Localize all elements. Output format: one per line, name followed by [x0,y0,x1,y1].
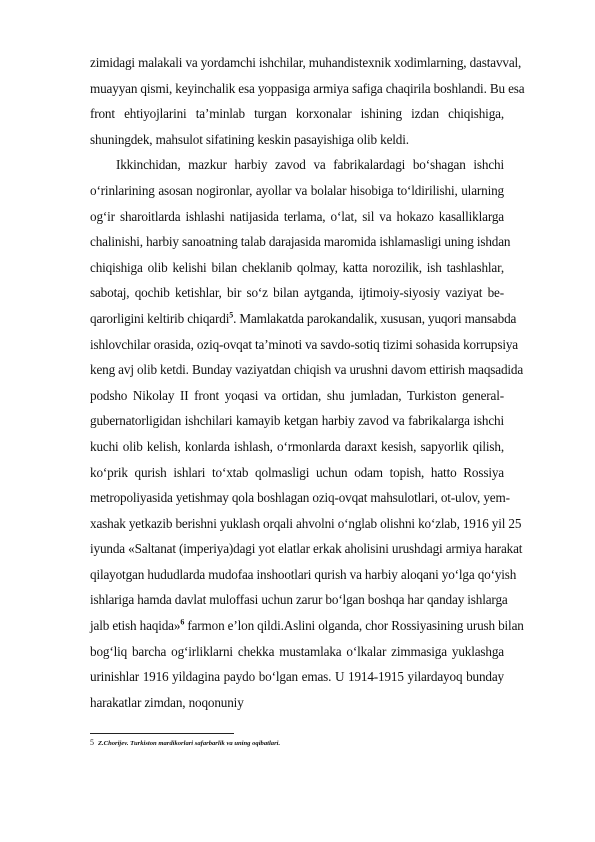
footnote-ref-6[interactable]: 6 [180,617,185,627]
body-line-4: shuningdek, mahsulot sifatining keskin pasayishiga olib keldi. [90,131,409,147]
body-line-5: Ikkinchidan, mazkur harbiy zavod va fabrikalardagi bo‘shagan ishchi [116,157,504,173]
body-line-12: ishlovchilar orasida, oziq-ovqat ta’minoti va savdo-sotiq tizimi sohasida korrupsiya [90,336,518,352]
footnote-divider [90,733,234,734]
body-line-2: muayyan qismi, keyinchalik esa yoppasiga armiya safiga chaqirila boshlandi. Bu esa [90,80,525,96]
body-line-7: og‘ir sharoitlarda ishlashi natijasida terlama, o‘lat, sil va hokazo kasalliklarga [90,208,504,224]
body-line-11-tail: . Mamlakatda parokandalik, xususan, yuqori mansabda [233,310,517,326]
body-line-22: ishlariga hamda davlat muloffasi uchun zarur bo‘lgan boshqa har qanday ishlarga [90,592,508,608]
body-line-1: zimidagi malakali va yordamchi ishchilar, muhandistexnik xodimlarning, dastavval, [90,55,522,70]
body-line-21: qilayotgan hududlarda mudofaa inshootlari qurish va harbiy aloqani yo‘lga qo‘yish [90,566,517,582]
body-line-20: iyunda «Saltanat (imperiya)dagi yot elatlar erkak aholisini urushdagi armiya harakat [90,541,523,557]
footnote [90,738,280,749]
body-line-24: bog‘liq barcha og‘irliklarni chekka mustamlaka o‘lkalar zimmasiga yuklashga [90,643,504,659]
body-line-18: metropoliyasida yetishmay qola boshlagan oziq-ovqat mahsulotlari, ot-ulov, yem- [90,490,510,506]
body-line-25: urinishlar 1916 yildagina paydo bo‘lgan emas. U 1914-1915 yilardayoq bunday [90,669,504,685]
body-line-23-tail: farmon e’lon qildi.Aslini olganda, chor Rossiyasining urush bilan [184,618,524,634]
body-line-23-head: jalb etish haqida» [90,618,181,634]
body-line-6: o‘rinlarining asosan nogironlar, ayollar va bolalar hisobiga to‘ldirilishi, ularning [90,182,504,198]
footnote-number: 5 [90,738,94,747]
body-line-3: front ehtiyojlarini ta’minlab turgan korxonalar ishining izdan chiqishiga, [90,106,504,122]
body-line-23 [90,613,524,639]
body-line-11 [90,306,517,332]
body-line-14: podsho Nikolay II front yoqasi va ortidan, shu jumladan, Turkiston general- [90,387,504,403]
footnote-text: Z.Chorijev. Turkiston mardikorlari safarbarlik va uning oqibatlari. [98,740,281,747]
body-line-13: keng avj olib ketdi. Bunday vaziyatdan chiqish va urushni davom ettirish maqsadida [90,362,524,378]
body-line-19: xashak yetkazib berishni yuklash orqali ahvolni o‘nglab olishni ko‘zlab, 1916 yil 25 [90,515,522,531]
document-body [90,50,525,715]
body-line-15: gubernatorligidan ishchilari kamayib ketgan harbiy zavod va fabrikalarga ishchi [90,413,504,429]
footnote-ref-5[interactable]: 5 [229,310,234,320]
body-line-26: harakatlar zimdan, noqonuniy [90,694,244,710]
body-line-11-head: qarorligini keltirib chiqardi [90,310,230,326]
body-line-9: chiqishiga olib kelishi bilan cheklanib qolmay, katta norozilik, ish tashlashlar, [90,259,504,275]
body-line-16: kuchi olib kelish, konlarda ishlash, o‘rmonlarda daraxt kesish, sapyorlik qilish, [90,438,504,454]
body-line-17: ko‘prik qurish ishlari to‘xtab qolmasligi uchun odam topish, hatto Rossiya [90,464,504,480]
body-line-10: sabotaj, qochib ketishlar, bir so‘z bilan aytganda, ijtimoiy-siyosiy vaziyat be- [90,285,504,301]
body-line-8: chalinishi, harbiy sanoatning talab darajasida maromida ishlamasligi uning ishdan [90,234,511,250]
